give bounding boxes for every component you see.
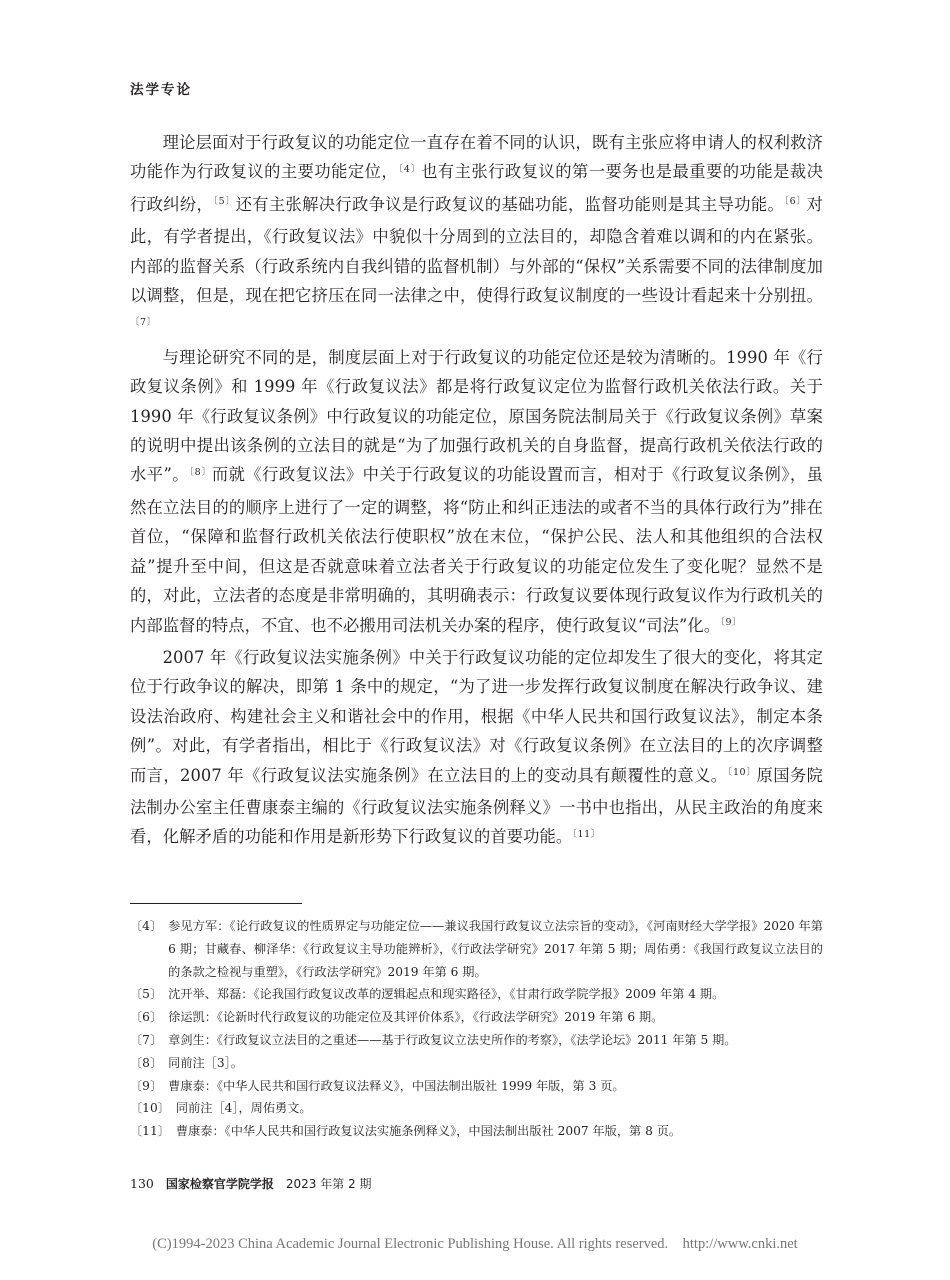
paragraph-text: 还有主张解决行政争议是行政复议的基础功能，监督功能则是其主导功能。 bbox=[235, 194, 785, 214]
footnote-reference: 〔4〕 bbox=[398, 163, 422, 175]
footnote-text: 沈开举、郑磊：《论我国行政复议改革的逻辑起点和现实路径》，《甘肃行政学院学报》2009 年第 4 期。 bbox=[168, 987, 725, 1002]
paragraph-text: 也有主张行政复议的第一要务也是最重要的功能是裁决行政纠纷， bbox=[130, 162, 824, 214]
body-paragraph bbox=[130, 643, 823, 855]
footnote-item bbox=[130, 1097, 823, 1120]
body-paragraph bbox=[130, 128, 823, 343]
footnote-text: 徐运凯：《论新时代行政复议的功能定位及其评价体系》，《行政法学研究》2019 年第 6 期。 bbox=[168, 1010, 664, 1025]
footnote-reference: 〔8〕 bbox=[189, 466, 212, 478]
footnote-reference: 〔11〕 bbox=[572, 828, 601, 840]
page-footer bbox=[130, 1175, 372, 1192]
footnote-divider bbox=[130, 903, 302, 904]
footnote-text: 同前注［3］。 bbox=[168, 1055, 243, 1070]
footnote-number: 〔4〕 bbox=[130, 919, 163, 933]
footnote-number: 〔8〕 bbox=[130, 1055, 163, 1070]
footnote-item bbox=[130, 1006, 823, 1029]
page-number: 130 bbox=[130, 1176, 154, 1191]
footnote-reference: 〔5〕 bbox=[213, 196, 236, 208]
footnote-reference: 〔7〕 bbox=[130, 316, 157, 328]
footnotes bbox=[130, 915, 823, 1143]
footnote-number: 〔7〕 bbox=[130, 1032, 163, 1047]
article-body bbox=[130, 128, 823, 855]
paragraph-text: 2007 年《行政复议法实施条例》中关于行政复议功能的定位却发生了很大的变化，将其定位于行政争议的解决，即第 1 条中的规定，“为了进一步发挥行政复议制度在解决行政争议、建设法治政府、构建社会主义和谐社会中的作用，根据《中华人民共和国行政复议法》，制定本条例”。对此，有学者指出，相比于《行政复议法》对《行政复议条例》在立法目的上的次序调整而言，2007 年《行政复议法实施条例》在立法目的上的变动具有颠覆性的意义。 bbox=[130, 647, 823, 785]
footnote-number: 〔9〕 bbox=[130, 1078, 163, 1093]
footnote-reference: 〔9〕 bbox=[720, 616, 742, 628]
footnote-item bbox=[130, 1029, 823, 1052]
footnote-item bbox=[130, 1120, 823, 1143]
footnote-item bbox=[130, 1052, 823, 1075]
footnote-text: 同前注［4］，周佑勇文。 bbox=[175, 1101, 312, 1116]
footnote-text: 曹康泰：《中华人民共和国行政复议法释义》，中国法制出版社 1999 年版，第 3 页。 bbox=[168, 1078, 625, 1093]
section-title: 法学专论 bbox=[130, 82, 192, 98]
paragraph-text: 理论层面对于行政复议的功能定位一直存在着不同的认识，既有主张应将申请人的权利救济功能作为行政复议的主要功能定位， bbox=[130, 133, 823, 182]
footnote-item bbox=[130, 983, 823, 1006]
footnote-text: 章剑生：《行政复议立法目的之重述——基于行政复议立法史所作的考察》，《法学论坛》2011 年第 5 期。 bbox=[168, 1032, 737, 1047]
journal-name: 国家检察官学院学报 bbox=[165, 1177, 274, 1191]
footnote-reference: 〔6〕 bbox=[784, 196, 807, 208]
footnote-number: 〔5〕 bbox=[130, 987, 163, 1002]
footnote-text: 参见方军：《论行政复议的性质界定与功能定位——兼议我国行政复议立法宗旨的变动》，《河南财经大学学报》2020 年第 6 期；甘藏春、柳泽华：《行政复议主导功能辨析》，《行政法学研究》2017 年第 5 期；周佑勇：《我国行政复议立法目的的条款之检视与重塑》，《行政法学研究》2019 年第 6 期。 bbox=[168, 919, 823, 979]
footnote-number: 〔11〕 bbox=[130, 1124, 170, 1139]
footnote-number: 〔6〕 bbox=[130, 1010, 163, 1025]
body-paragraph bbox=[130, 343, 823, 643]
paragraph-text: 与理论研究不同的是，制度层面上对于行政复议的功能定位还是较为清晰的。1990 年《行政复议条例》和 1999 年《行政复议法》都是将行政复议定位为监督行政机关依法行政。关于 1990 年《行政复议条例》中行政复议的功能定位，原国务院法制局关于《行政复议条例》草案的说明中提出该条例的立法目的就是“为了加强行政机关的自身监督，提高行政机关依法行政的水平”。 bbox=[130, 347, 823, 485]
footnote-text: 曹康泰：《中华人民共和国行政复议法实施条例释义》，中国法制出版社 2007 年版，第 8 页。 bbox=[175, 1124, 682, 1139]
paragraph-text: 而就《行政复议法》中关于行政复议的功能设置而言，相对于《行政复议条例》，虽然在立法目的的顺序上进行了一定的调整，将“防止和纠正违法的或者不当的具体行政行为”排在首位，“保障和监督行政机关依法行使职权”放在末位，“保护公民、法人和其他组织的合法权益”提升至中间，但这是否就意味着立法者关于行政复议的功能定位发生了变化呢？显然不是的，对此，立法者的态度是非常明确的，其明确表示：行政复议要体现行政复议作为行政机关的内部监督的特点，不宜、也不必搬用司法机关办案的程序，使行政复议“司法”化。 bbox=[130, 465, 823, 635]
footnote-item bbox=[130, 915, 823, 983]
footnote-reference: 〔10〕 bbox=[727, 766, 757, 778]
paragraph-text: 对此，有学者提出，《行政复议法》中貌似十分周到的立法目的，却隐含着难以调和的内在紧张。内部的监督关系（行政系统内自我纠错的监督机制）与外部的“保权”关系需要不同的法律制度加以调整，但是，现在把它挤压在同一法律之中，使得行政复议制度的一些设计看起来十分别扭。 bbox=[130, 194, 823, 306]
footnote-item bbox=[130, 1075, 823, 1098]
footnote-number: 〔10〕 bbox=[130, 1101, 170, 1116]
journal-issue: 2023 年第 2 期 bbox=[285, 1177, 372, 1191]
copyright-notice: (C)1994-2023 China Academic Journal Electronic Publishing House. All rights reserved. http://www.cnki.net bbox=[152, 1236, 798, 1252]
paragraph-text: 原国务院法制办公室主任曹康泰主编的《行政复议法实施条例释义》一书中也指出，从民主政治的角度来看，化解矛盾的功能和作用是新形势下行政复议的首要功能。 bbox=[130, 765, 823, 847]
